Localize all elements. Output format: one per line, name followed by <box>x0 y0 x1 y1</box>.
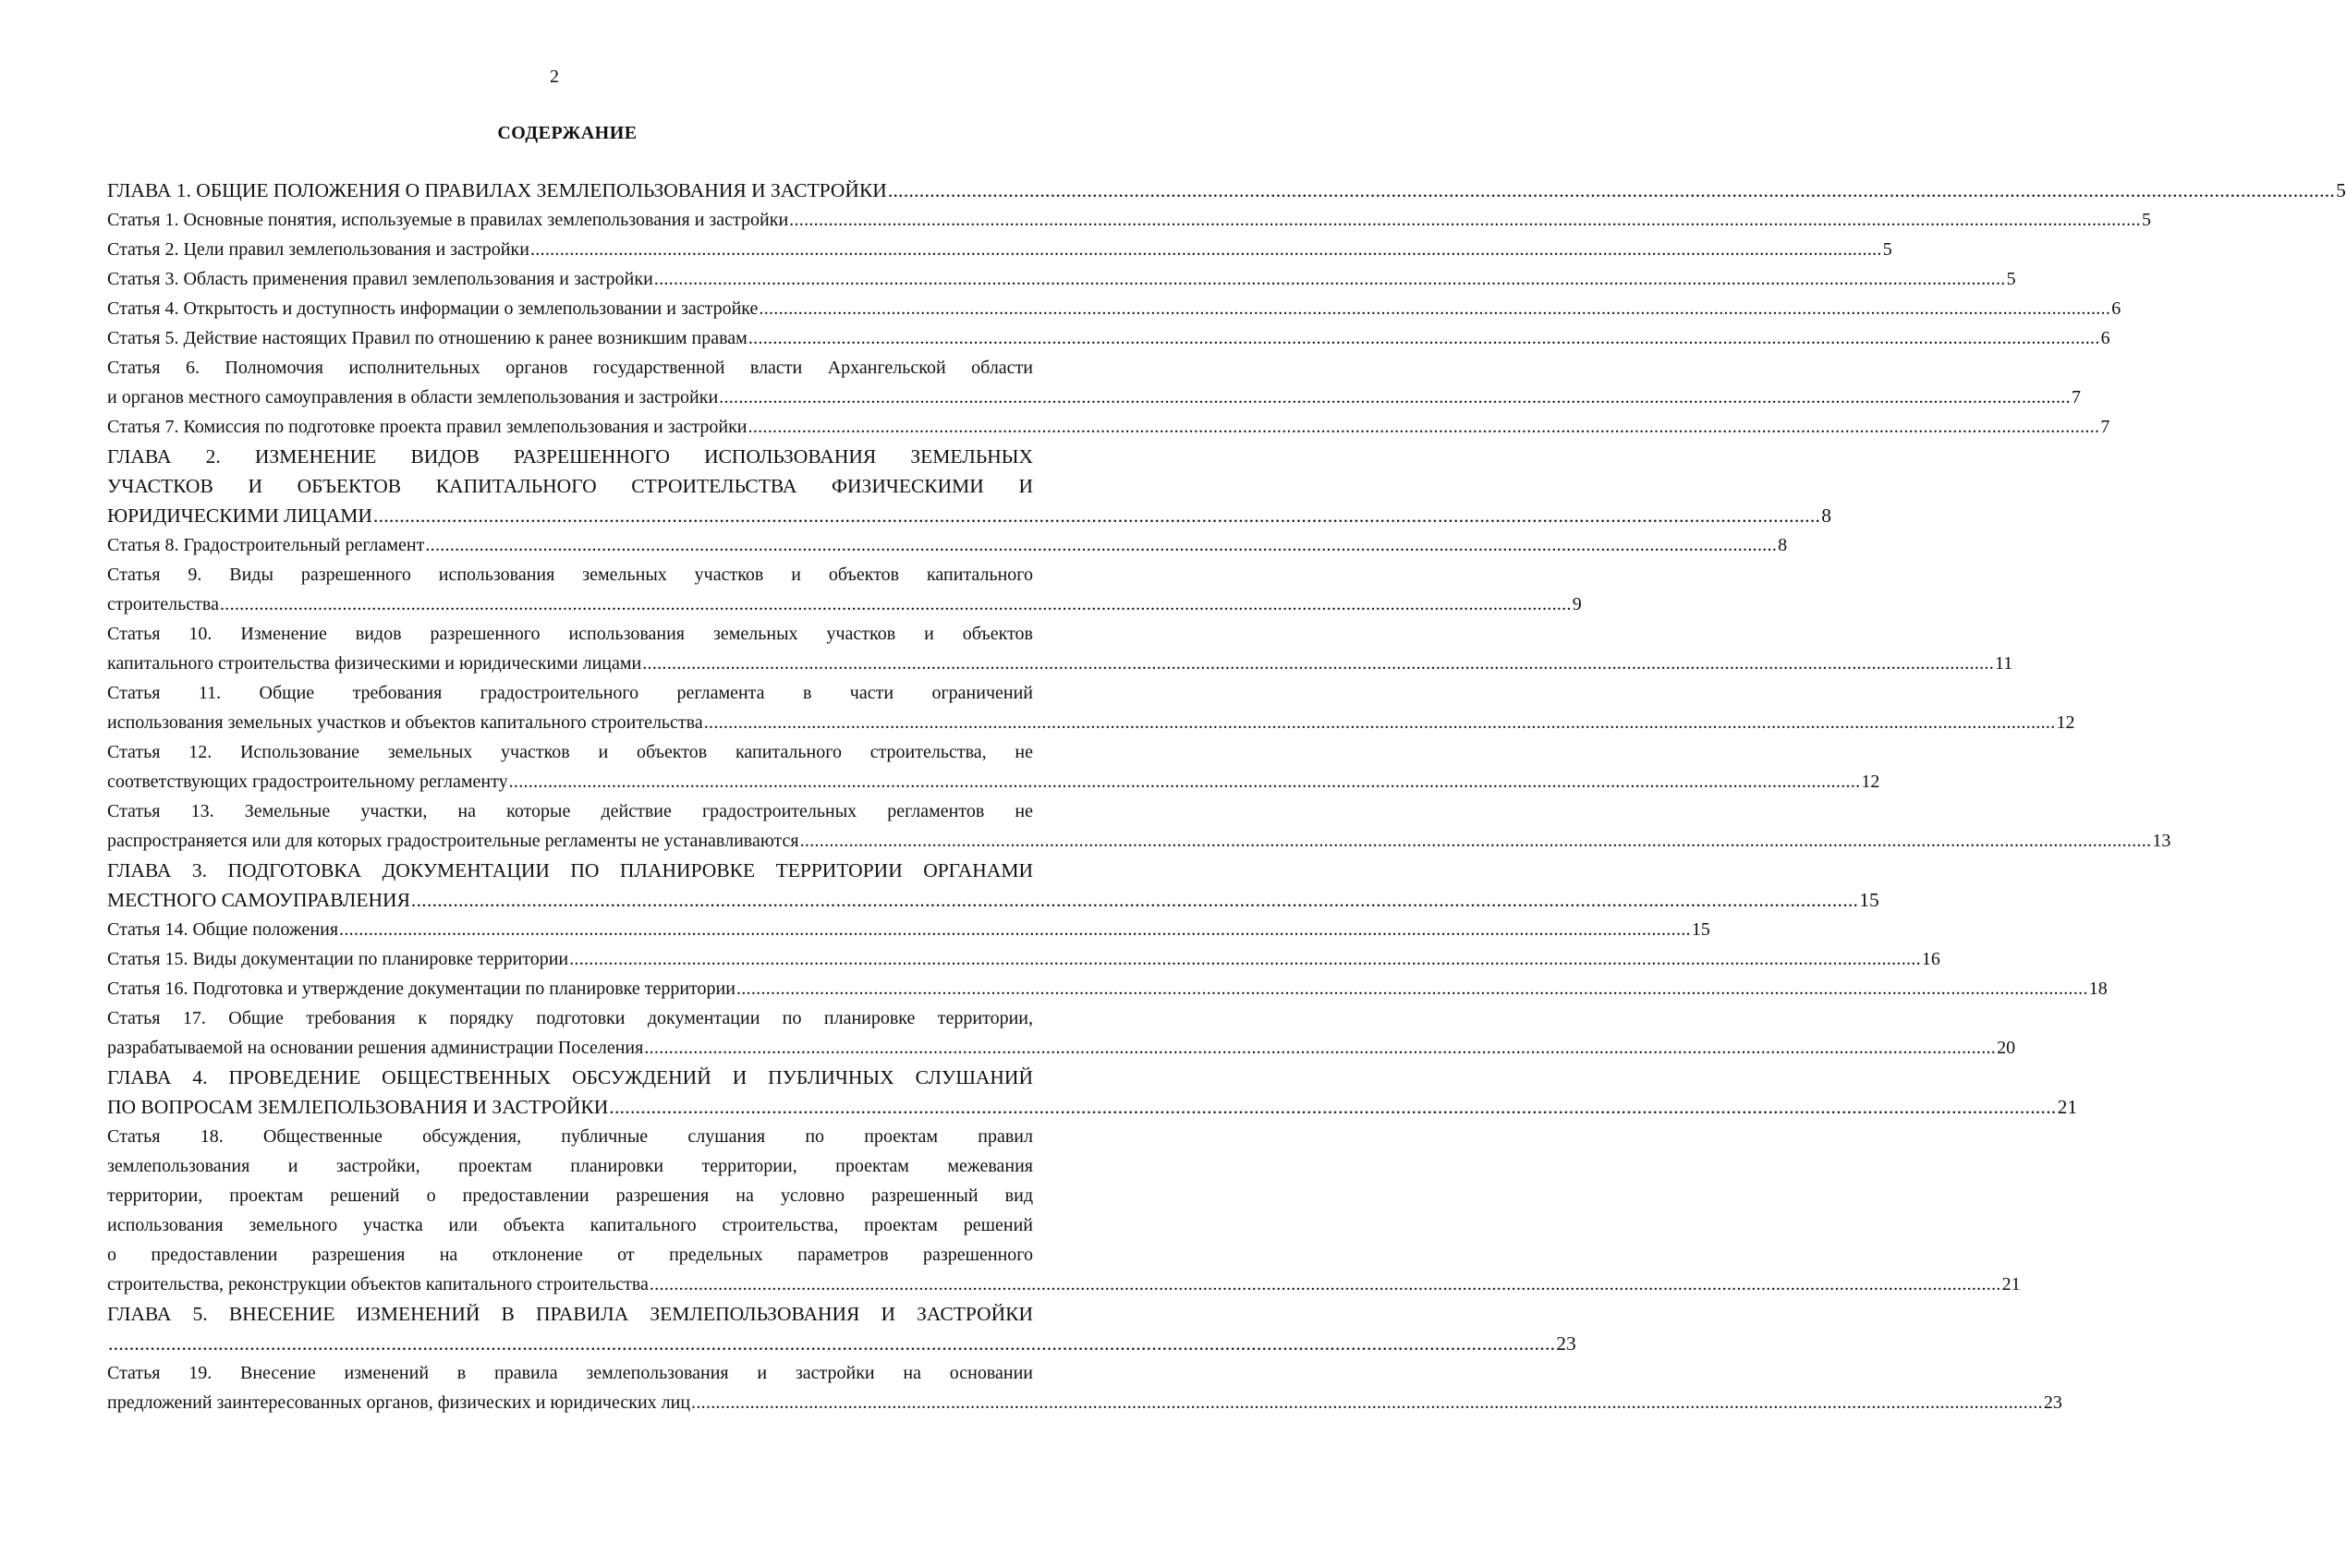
toc-page-number: 5 <box>2141 210 2151 230</box>
dot-leader <box>748 323 2100 353</box>
toc-article-entry[interactable] <box>107 796 2171 856</box>
toc-entry-text-line: Статья 5. Действие настоящих Правил по отношению к ранее возникшим правам <box>107 328 748 348</box>
toc-page-number: 21 <box>2001 1274 2021 1295</box>
toc-entry-text-line: ГЛАВА 3. ПОДГОТОВКА ДОКУМЕНТАЦИИ ПО ПЛАНИРОВКЕ ТЕРРИТОРИИ ОРГАНАМИ <box>107 859 1033 881</box>
toc-entry-text-line: ПО ВОПРОСАМ ЗЕМЛЕПОЛЬЗОВАНИЯ И ЗАСТРОЙКИ <box>107 1096 609 1118</box>
toc-entry-text-line: капитального строительства физическими и юридическими лицами <box>107 653 642 674</box>
toc-page-number: 21 <box>2057 1096 2078 1118</box>
toc-entry-text-line: Статья 15. Виды документации по планировке территории <box>107 949 569 969</box>
toc-page-number: 8 <box>1778 535 1788 555</box>
page-number: 2 <box>550 67 559 87</box>
toc-page-number: 18 <box>2088 978 2108 999</box>
toc-page-number: 5 <box>2336 179 2346 201</box>
toc-page-number: 6 <box>2111 298 2121 319</box>
dot-leader <box>736 974 2088 1003</box>
toc-page-number: 5 <box>2006 269 2016 289</box>
toc-entry-text-line: Статья 11. Общие требования градостроительного регламента в части ограничений <box>107 683 1033 703</box>
toc-entry-text-line: Статья 4. Открытость и доступность информации о землепользовании и застройке <box>107 298 759 319</box>
toc-article-entry[interactable] <box>107 1358 2062 1417</box>
toc-entry-text-line: МЕСТНОГО САМОУПРАВЛЕНИЯ <box>107 889 410 911</box>
toc-page-number: 15 <box>1691 919 1710 940</box>
dot-leader <box>888 176 2335 205</box>
toc-page-number: 12 <box>2056 712 2075 733</box>
toc-entry-text-line: ЮРИДИЧЕСКИМИ ЛИЦАМИ <box>107 504 372 527</box>
toc-article-entry[interactable] <box>107 915 1710 944</box>
toc-article-entry[interactable] <box>107 323 2110 353</box>
toc-chapter-entry[interactable] <box>107 856 1879 915</box>
toc-entry-text-line: ГЛАВА 2. ИЗМЕНЕНИЕ ВИДОВ РАЗРЕШЕННОГО ИСПОЛЬЗОВАНИЯ ЗЕМЕЛЬНЫХ <box>107 445 1033 468</box>
toc-article-entry[interactable] <box>107 737 1880 796</box>
toc-entry-text-line: Статья 14. Общие положения <box>107 919 339 940</box>
toc-article-entry[interactable] <box>107 944 1940 974</box>
dot-leader <box>759 294 2110 323</box>
toc-article-entry[interactable] <box>107 353 2081 412</box>
dot-leader <box>650 1270 2001 1299</box>
toc-article-entry[interactable] <box>107 264 2016 294</box>
toc-chapter-entry[interactable] <box>107 176 2346 205</box>
toc-chapter-entry[interactable] <box>107 1299 1576 1358</box>
toc-entry-text-line: Статья 10. Изменение видов разрешенного использования земельных участков и объектов <box>107 624 1033 644</box>
dot-leader <box>644 1033 1996 1063</box>
dot-leader <box>642 649 1994 678</box>
toc-entry-text-line: Статья 1. Основные понятия, используемые в правилах землепользования и застройки <box>107 210 789 230</box>
toc-page-number: 23 <box>1556 1332 1576 1355</box>
toc-page-number: 8 <box>1821 504 1831 527</box>
toc-entry-text-line: Статья 13. Земельные участки, на которые действие градостроительных регламентов не <box>107 801 1033 821</box>
toc-article-entry[interactable] <box>107 235 1892 264</box>
toc-page-number: 6 <box>2100 328 2110 348</box>
toc-entry-text-line: Статья 12. Использование земельных участков и объектов капитального строительства, не <box>107 742 1033 762</box>
toc-article-entry[interactable] <box>107 560 1582 619</box>
toc-page-number: 7 <box>2100 417 2110 437</box>
dot-leader <box>339 915 1691 944</box>
toc-article-entry[interactable] <box>107 205 2151 235</box>
dot-leader <box>411 885 1858 915</box>
toc-entry-text-line: землепользования и застройки, проектам планировки территории, проектам межевания <box>107 1156 1033 1176</box>
table-of-contents <box>107 176 2346 1417</box>
toc-page-number: 5 <box>1882 239 1892 260</box>
toc-chapter-entry[interactable] <box>107 442 1831 530</box>
dot-leader <box>108 1329 1555 1358</box>
toc-entry-text-line: Статья 19. Внесение изменений в правила землепользования и застройки на основании <box>107 1363 1033 1383</box>
dot-leader <box>654 264 2006 294</box>
toc-page-number: 13 <box>2152 831 2171 851</box>
toc-entry-text-line: Статья 8. Градостроительный регламент <box>107 535 425 555</box>
toc-article-entry[interactable] <box>107 678 2075 737</box>
toc-entry-text-line: разрабатываемой на основании решения администрации Поселения <box>107 1038 644 1058</box>
toc-entry-text-line: распространяется или для которых градостроительные регламенты не устанавливаются <box>107 831 799 851</box>
dot-leader <box>530 235 1882 264</box>
dot-leader <box>220 590 1572 619</box>
toc-entry-text-line: Статья 18. Общественные обсуждения, публичные слушания по проектам правил <box>107 1126 1033 1147</box>
toc-chapter-entry[interactable] <box>107 1063 2078 1122</box>
toc-entry-text-line: ГЛАВА 5. ВНЕСЕНИЕ ИЗМЕНЕНИЙ В ПРАВИЛА ЗЕМЛЕПОЛЬЗОВАНИЯ И ЗАСТРОЙКИ <box>107 1303 1033 1325</box>
toc-page-number: 15 <box>1859 889 1879 911</box>
toc-page-number: 20 <box>1997 1038 2016 1058</box>
dot-leader <box>569 944 1921 974</box>
toc-article-entry[interactable] <box>107 1122 2021 1299</box>
dot-leader <box>719 383 2071 412</box>
toc-page-number: 9 <box>1572 594 1582 614</box>
toc-article-entry[interactable] <box>107 294 2121 323</box>
toc-page-number: 16 <box>1921 949 1940 969</box>
toc-entry-text-line: Статья 6. Полномочия исполнительных органов государственной власти Архангельской области <box>107 358 1033 378</box>
toc-article-entry[interactable] <box>107 619 2013 678</box>
toc-page-number: 23 <box>2043 1392 2062 1413</box>
dot-leader <box>609 1092 2056 1122</box>
toc-entry-text-line: о предоставлении разрешения на отклонение от предельных параметров разрешенного <box>107 1245 1033 1265</box>
toc-heading: СОДЕРЖАНИЕ <box>497 123 638 143</box>
toc-entry-text-line: ГЛАВА 4. ПРОВЕДЕНИЕ ОБЩЕСТВЕННЫХ ОБСУЖДЕНИЙ И ПУБЛИЧНЫХ СЛУШАНИЙ <box>107 1066 1033 1088</box>
toc-page-number: 11 <box>1995 653 2013 674</box>
toc-entry-text-line: строительства, реконструкции объектов капитального строительства <box>107 1274 649 1295</box>
toc-article-entry[interactable] <box>107 412 2110 442</box>
toc-entry-text-line: строительства <box>107 594 219 614</box>
toc-article-entry[interactable] <box>107 974 2108 1003</box>
toc-entry-text-line: Статья 16. Подготовка и утверждение документации по планировке территории <box>107 978 735 999</box>
toc-entry-text-line: УЧАСТКОВ И ОБЪЕКТОВ КАПИТАЛЬНОГО СТРОИТЕЛЬСТВА ФИЗИЧЕСКИМИ И <box>107 475 1033 497</box>
toc-entry-text-line: Статья 3. Область применения правил землепользования и застройки <box>107 269 653 289</box>
dot-leader <box>748 412 2100 442</box>
dot-leader <box>509 767 1861 796</box>
toc-article-entry[interactable] <box>107 1003 2016 1063</box>
toc-entry-text-line: Статья 17. Общие требования к порядку подготовки документации по планировке территории, <box>107 1008 1033 1028</box>
toc-entry-text-line: использования земельных участков и объектов капитального строительства <box>107 712 703 733</box>
dot-leader <box>691 1388 2043 1417</box>
toc-entry-text-line: предложений заинтересованных органов, физических и юридических лиц <box>107 1392 691 1413</box>
toc-page-number: 12 <box>1861 772 1880 792</box>
toc-article-entry[interactable] <box>107 530 1788 560</box>
toc-entry-text-line: территории, проектам решений о предоставлении разрешения на условно разрешенный вид <box>107 1185 1033 1206</box>
dot-leader <box>425 530 1777 560</box>
toc-page-number: 7 <box>2071 387 2081 407</box>
dot-leader <box>704 708 2056 737</box>
toc-entry-text-line: Статья 9. Виды разрешенного использования земельных участков и объектов капитального <box>107 565 1033 585</box>
toc-entry-text-line: ГЛАВА 1. ОБЩИЕ ПОЛОЖЕНИЯ О ПРАВИЛАХ ЗЕМЛЕПОЛЬЗОВАНИЯ И ЗАСТРОЙКИ <box>107 179 887 201</box>
toc-entry-text-line: Статья 7. Комиссия по подготовке проекта правил землепользования и застройки <box>107 417 748 437</box>
toc-entry-text-line: Статья 2. Цели правил землепользования и застройки <box>107 239 529 260</box>
dot-leader <box>789 205 2141 235</box>
dot-leader <box>373 501 1820 530</box>
toc-entry-text-line: соответствующих градостроительному регламенту <box>107 772 508 792</box>
toc-entry-text-line: использования земельного участка или объекта капитального строительства, проектам решений <box>107 1215 1033 1235</box>
dot-leader <box>800 826 2152 856</box>
toc-entry-text-line: и органов местного самоуправления в области землепользования и застройки <box>107 387 719 407</box>
